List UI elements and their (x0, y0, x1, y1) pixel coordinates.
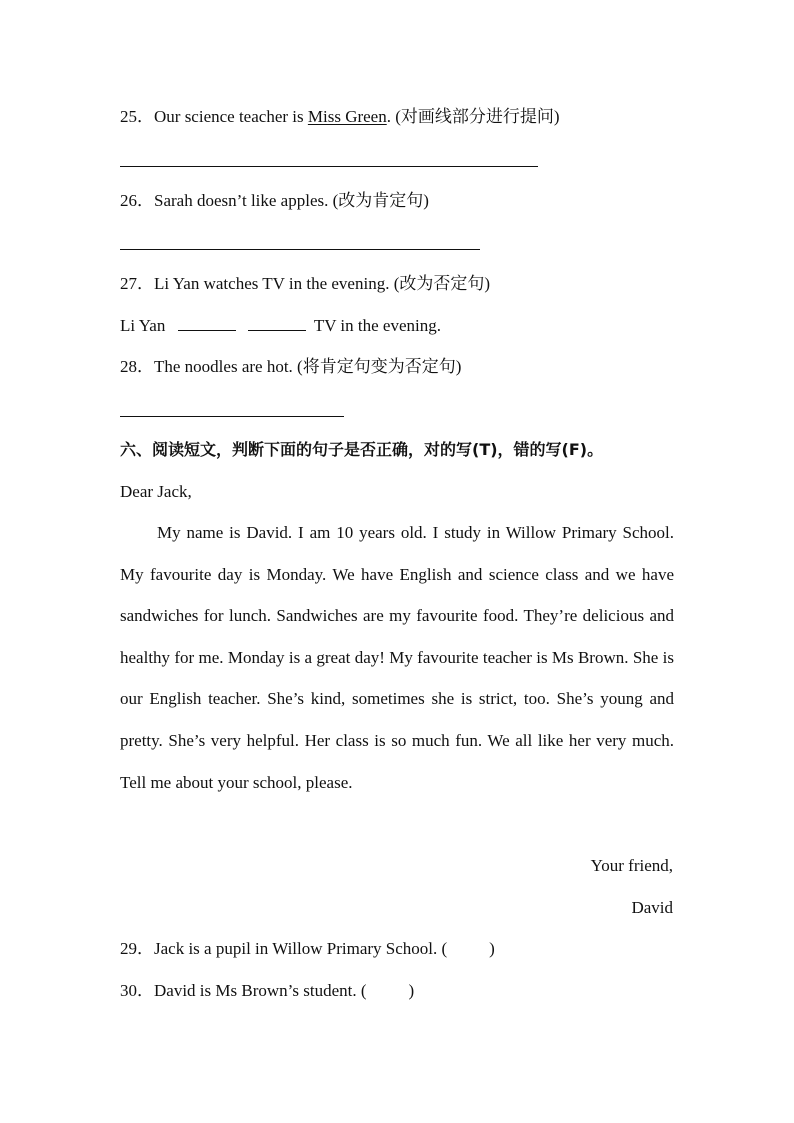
question-text: David is Ms Brown’s student. ( (154, 981, 367, 1000)
underlined-phrase: Miss Green (307, 107, 387, 126)
blank-1[interactable] (178, 314, 236, 331)
close-paren: ) (489, 939, 495, 958)
question-28 (120, 356, 461, 378)
question-number: 29． (120, 939, 154, 958)
section-heading: 六、阅读短文，判断下面的句子是否正确，对的写(T)，错的写(F)。 (120, 440, 604, 459)
question-number: 25． (120, 107, 154, 126)
answer-suffix: TV in the evening. (313, 316, 441, 335)
question-text: Sarah doesn’t like apples. (改为肯定句) (154, 191, 429, 210)
letter-closing: Your friend, (590, 856, 673, 875)
letter-signature: David (631, 898, 673, 917)
question-30 (120, 980, 414, 1002)
question-text: Li Yan watches TV in the evening. (改为否定句) (154, 274, 491, 293)
answer-line-26[interactable] (120, 249, 480, 250)
question-number: 28． (120, 357, 154, 376)
question-27 (120, 273, 490, 295)
answer-row-27 (120, 314, 441, 337)
question-29 (120, 938, 495, 960)
question-number: 27． (120, 274, 154, 293)
question-26 (120, 190, 429, 212)
letter-body: My name is David. I am 10 years old. I study in Willow Primary School. My favourite day is Monday. We have English and science class and we have sandwiches for lunch. Sandwiches are my favourite food. They’re delicious and healthy for me. Monday is a great day! My favourite teacher is Ms Brown. She is our English teacher. She’s kind, sometimes she is strict, too. She’s young and pretty. She’s very helpful. Her class is so much fun. We all like her very much. Tell me about your school, please. (120, 523, 674, 792)
question-25 (120, 106, 560, 128)
question-text: Jack is a pupil in Willow Primary School. ( (154, 939, 448, 958)
letter-greeting: Dear Jack, (120, 482, 192, 501)
answer-prefix: Li Yan (120, 316, 166, 335)
answer-line-25[interactable] (120, 166, 538, 167)
question-instruction: . (对画线部分进行提问) (386, 107, 560, 126)
question-text: Our science teacher is (154, 107, 308, 126)
answer-line-28[interactable] (120, 416, 344, 417)
close-paren: ) (408, 981, 415, 1000)
blank-2[interactable] (248, 314, 306, 331)
question-number: 26． (120, 191, 154, 210)
question-number: 30． (120, 981, 154, 1000)
question-text: The noodles are hot. (将肯定句变为否定句) (154, 357, 462, 376)
